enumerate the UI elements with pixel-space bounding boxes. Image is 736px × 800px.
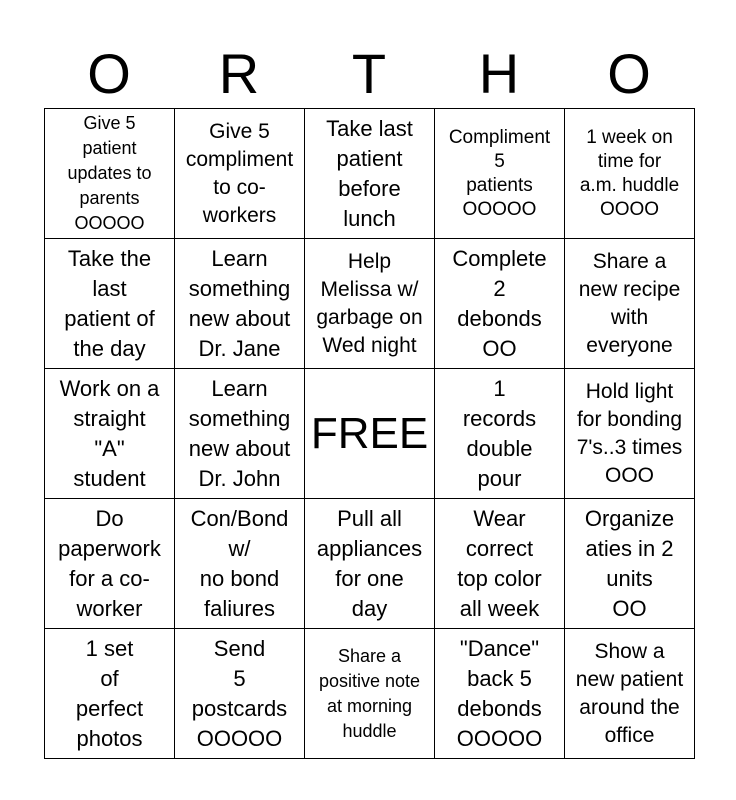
bingo-row-4 bbox=[45, 499, 695, 629]
bingo-cell: Do paperwork for a co- worker bbox=[45, 499, 175, 629]
bingo-cell: Share a new recipe with everyone bbox=[565, 239, 695, 369]
bingo-cell: Complete 2 debonds OO bbox=[435, 239, 565, 369]
bingo-cell: Learn something new about Dr. Jane bbox=[175, 239, 305, 369]
header-letter-3: T bbox=[351, 42, 387, 105]
bingo-cell: Send 5 postcards OOOOO bbox=[175, 629, 305, 759]
bingo-row-3 bbox=[45, 369, 695, 499]
bingo-cell: Organize aties in 2 units OO bbox=[565, 499, 695, 629]
bingo-cell: Pull all appliances for one day bbox=[305, 499, 435, 629]
header-letter-5: O bbox=[607, 42, 651, 105]
bingo-cell: Share a positive note at morning huddle bbox=[305, 629, 435, 759]
bingo-cell: Learn something new about Dr. John bbox=[175, 369, 305, 499]
bingo-cell: 1 set of perfect photos bbox=[45, 629, 175, 759]
bingo-cell: Show a new patient around the office bbox=[565, 629, 695, 759]
bingo-cell: 1 week on time for a.m. huddle OOOO bbox=[565, 109, 695, 239]
bingo-cell: Compliment 5 patients OOOOO bbox=[435, 109, 565, 239]
header-letter-1: O bbox=[87, 42, 131, 105]
bingo-row-2 bbox=[45, 239, 695, 369]
header-letter-2: R bbox=[218, 42, 260, 105]
bingo-cell: Help Melissa w/ garbage on Wed night bbox=[305, 239, 435, 369]
bingo-cell: Con/Bond w/ no bond faliures bbox=[175, 499, 305, 629]
bingo-cell: Hold light for bonding 7's..3 times OOO bbox=[565, 369, 695, 499]
bingo-cell: Take last patient before lunch bbox=[305, 109, 435, 239]
bingo-cell: "Dance" back 5 debonds OOOOO bbox=[435, 629, 565, 759]
bingo-cell: Give 5 patient updates to parents OOOOO bbox=[45, 109, 175, 239]
bingo-cell: 1 records double pour bbox=[435, 369, 565, 499]
bingo-cell: Give 5 compliment to co- workers bbox=[175, 109, 305, 239]
bingo-header bbox=[44, 40, 694, 108]
free-space: FREE bbox=[305, 369, 435, 499]
bingo-cell: Work on a straight "A" student bbox=[45, 369, 175, 499]
bingo-row-1 bbox=[45, 109, 695, 239]
bingo-cell: Take the last patient of the day bbox=[45, 239, 175, 369]
bingo-grid bbox=[44, 108, 695, 759]
bingo-cell: Wear correct top color all week bbox=[435, 499, 565, 629]
header-letter-4: H bbox=[478, 42, 520, 105]
bingo-row-5 bbox=[45, 629, 695, 759]
